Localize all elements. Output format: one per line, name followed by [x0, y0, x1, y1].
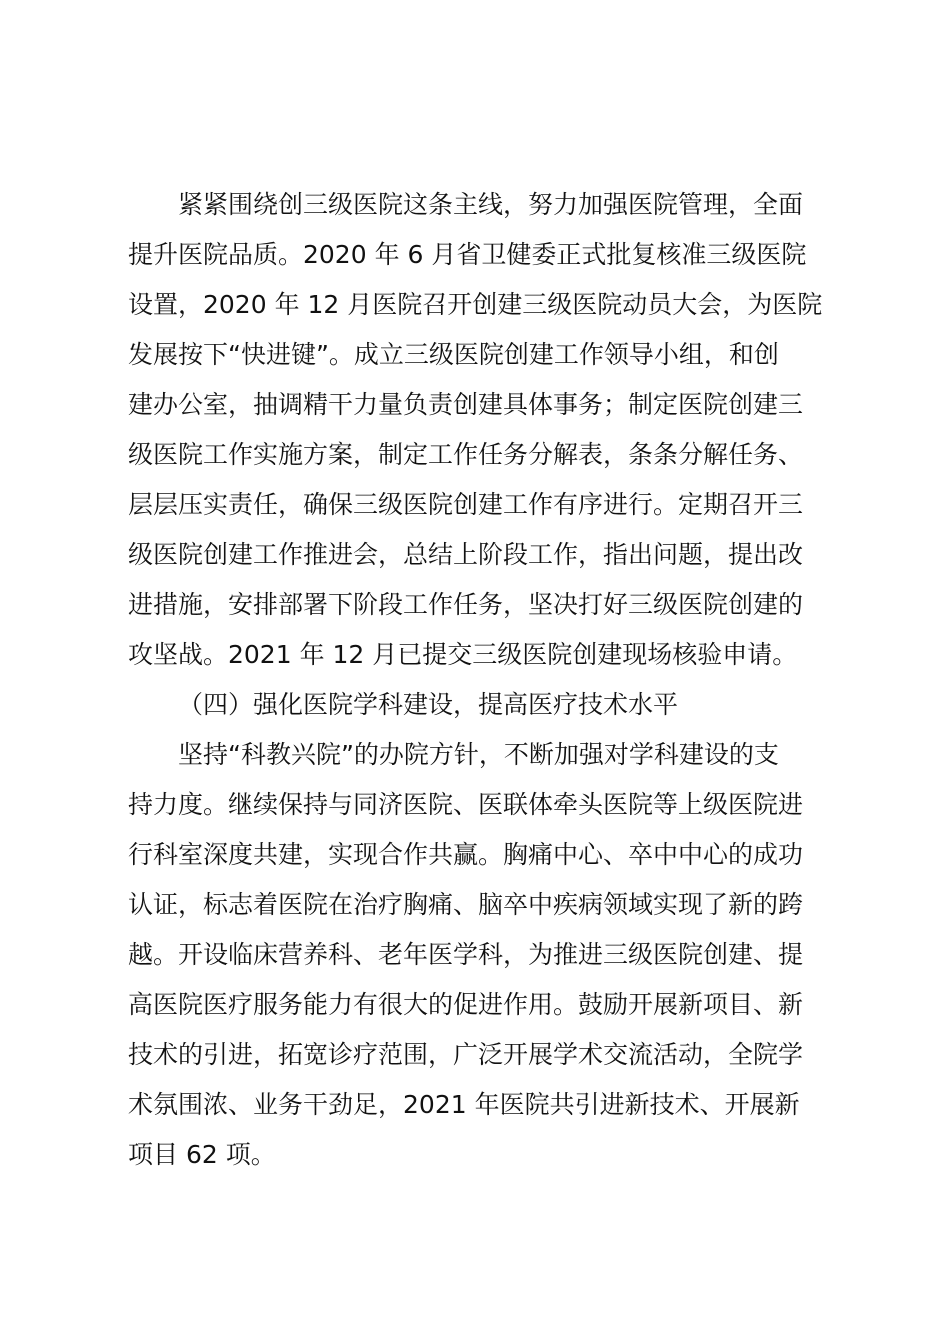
paragraph-1-line: 进措施，安排部署下阶段工作任务，坚决打好三级医院创建的: [128, 590, 804, 619]
paragraph-1-line: 攻坚战。2021 年 12 月已提交三级医院创建现场核验申请。: [128, 640, 798, 669]
paragraph-1-line: 建办公室，抽调精干力量负责创建具体事务；制定医院创建三: [128, 390, 804, 419]
section-heading: （四）强化医院学科建设，提高医疗技术水平: [178, 690, 679, 719]
paragraph-1-line: 提升医院品质。2020 年 6 月省卫健委正式批复核准三级医院: [128, 240, 807, 269]
paragraph-2-line: 高医院医疗服务能力有很大的促进作用。鼓励开展新项目、新: [128, 990, 804, 1019]
paragraph-2-line: 技术的引进，拓宽诊疗范围，广泛开展学术交流活动，全院学: [128, 1040, 804, 1069]
paragraph-1-line: 设置，2020 年 12 月医院召开创建三级医院动员大会，为医院: [128, 290, 823, 319]
paragraph-2-line: 项目 62 项。: [128, 1140, 276, 1169]
paragraph-1-line: 发展按下“快进键”。成立三级医院创建工作领导小组，和创: [128, 340, 779, 369]
paragraph-2-line: 认证，标志着医院在治疗胸痛、脑卒中疾病领域实现了新的跨: [128, 890, 804, 919]
paragraph-1-line: 级医院工作实施方案，制定工作任务分解表，条条分解任务、: [128, 440, 804, 469]
paragraph-1-line: 级医院创建工作推进会，总结上阶段工作，指出问题，提出改: [128, 540, 804, 569]
paragraph-2-line: 持力度。继续保持与同济医院、医联体牵头医院等上级医院进: [128, 790, 804, 819]
paragraph-2-line: 坚持“科教兴院”的办院方针，不断加强对学科建设的支: [178, 740, 779, 769]
paragraph-2-line: 越。开设临床营养科、老年医学科，为推进三级医院创建、提: [128, 940, 804, 969]
paragraph-2-line: 行科室深度共建，实现合作共赢。胸痛中心、卒中中心的成功: [128, 840, 804, 869]
paragraph-1-line: 紧紧围绕创三级医院这条主线，努力加强医院管理，全面: [178, 190, 804, 219]
paragraph-1-line: 层层压实责任，确保三级医院创建工作有序进行。定期召开三: [128, 490, 804, 519]
paragraph-2-line: 术氛围浓、业务干劲足，2021 年医院共引进新技术、开展新: [128, 1090, 800, 1119]
